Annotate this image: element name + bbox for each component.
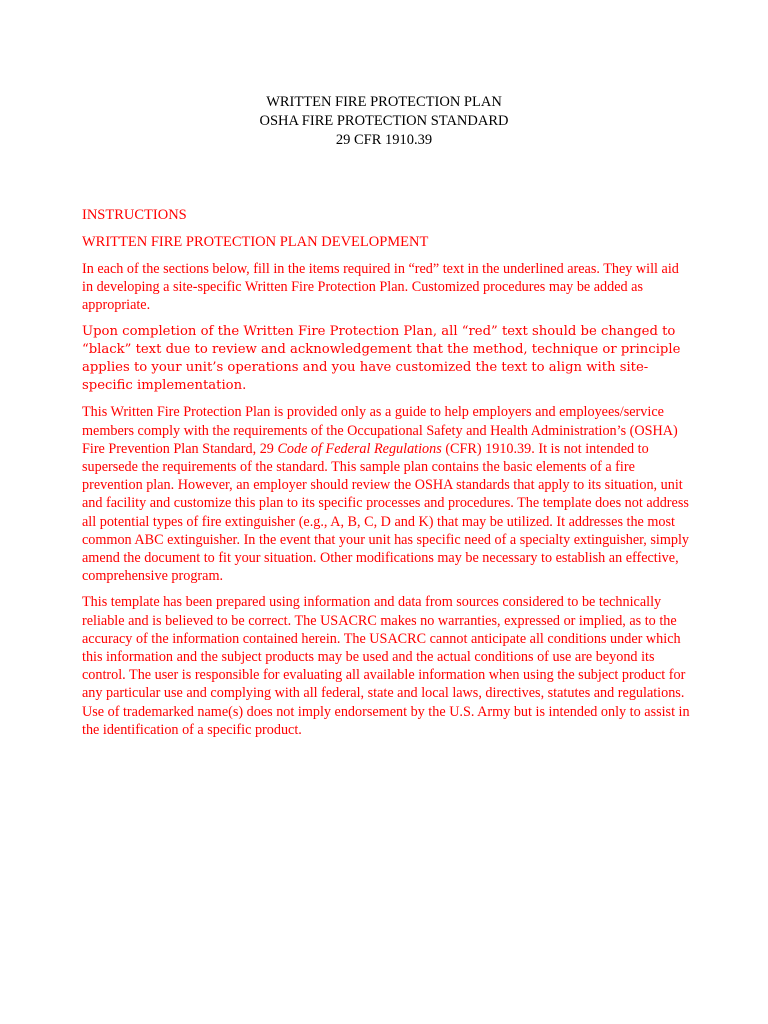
instruction-paragraph-fill-in: In each of the sections below, fill in the items required in “red” text in the underlined areas. They will aid in developing a site-specific Written Fire Protection Plan. Customized procedures may be added as appropriate.	[82, 261, 679, 314]
instructions-section	[82, 206, 692, 747]
header-cfr-reference: 29 CFR 1910.39	[335, 132, 433, 148]
instruction-paragraph-disclaimer: This template has been prepared using information and data from sources considered to be technically reliable and is believed to be correct. The USACRC makes no warranties, expressed or implied, as to the accuracy of the information contained herein. The USACRC cannot anticipate all conditions under which this information and the subject products may be used and the actual conditions of use are beyond its control. The user is responsible for evaluating all available information when using the subject product for any particular use and complying with all federal, state and local laws, directives, statutes and regulations. Use of trademarked name(s) does not imply endorsement by the U.S. Army but is intended only to assist in the identification of a specific product.	[82, 594, 690, 738]
document-header	[0, 93, 768, 150]
instruction-paragraph-completion: Upon completion of the Written Fire Protection Plan, all “red” text should be changed to “black” text due to review and acknowledgement that the method, technique or principle applies to your unit’s operations and you have customized the text to align with site-specific implementation.	[82, 323, 681, 394]
header-title: WRITTEN FIRE PROTECTION PLAN	[266, 94, 502, 110]
header-standard: OSHA FIRE PROTECTION STANDARD	[259, 113, 509, 129]
guide-text-part1: This Written Fire Protection Plan is provided only as a guide to help employers and employees/service members comply with the requirements of the Occupational Safety and Health Administration’s (OSHA) Fire Prevention Plan Standard, 29	[82, 404, 678, 457]
guide-text-italic: Code of Federal Regulations	[277, 440, 442, 457]
instructions-heading: INSTRUCTIONS	[82, 207, 187, 223]
instruction-paragraph-guide	[82, 403, 692, 585]
plan-development-heading: WRITTEN FIRE PROTECTION PLAN DEVELOPMENT	[82, 234, 429, 250]
guide-text-part2: (CFR) 1910.39. It is not intended to supersede the requirements of the standard. This sample plan contains the basic elements of a fire prevention plan. However, an employer should review the OSHA standards that apply to its situation, unit and facility and customize this plan to its specific processes and procedures. The template does not address all potential types of fire extinguisher (e.g., A, B, C, D and K) that may be utilized. It addresses the most common ABC extinguisher. In the event that your unit has specific need of a specialty extinguisher, simply amend the document to fit your situation. Other modifications may be necessary to establish an effective, comprehensive program.	[82, 440, 689, 585]
